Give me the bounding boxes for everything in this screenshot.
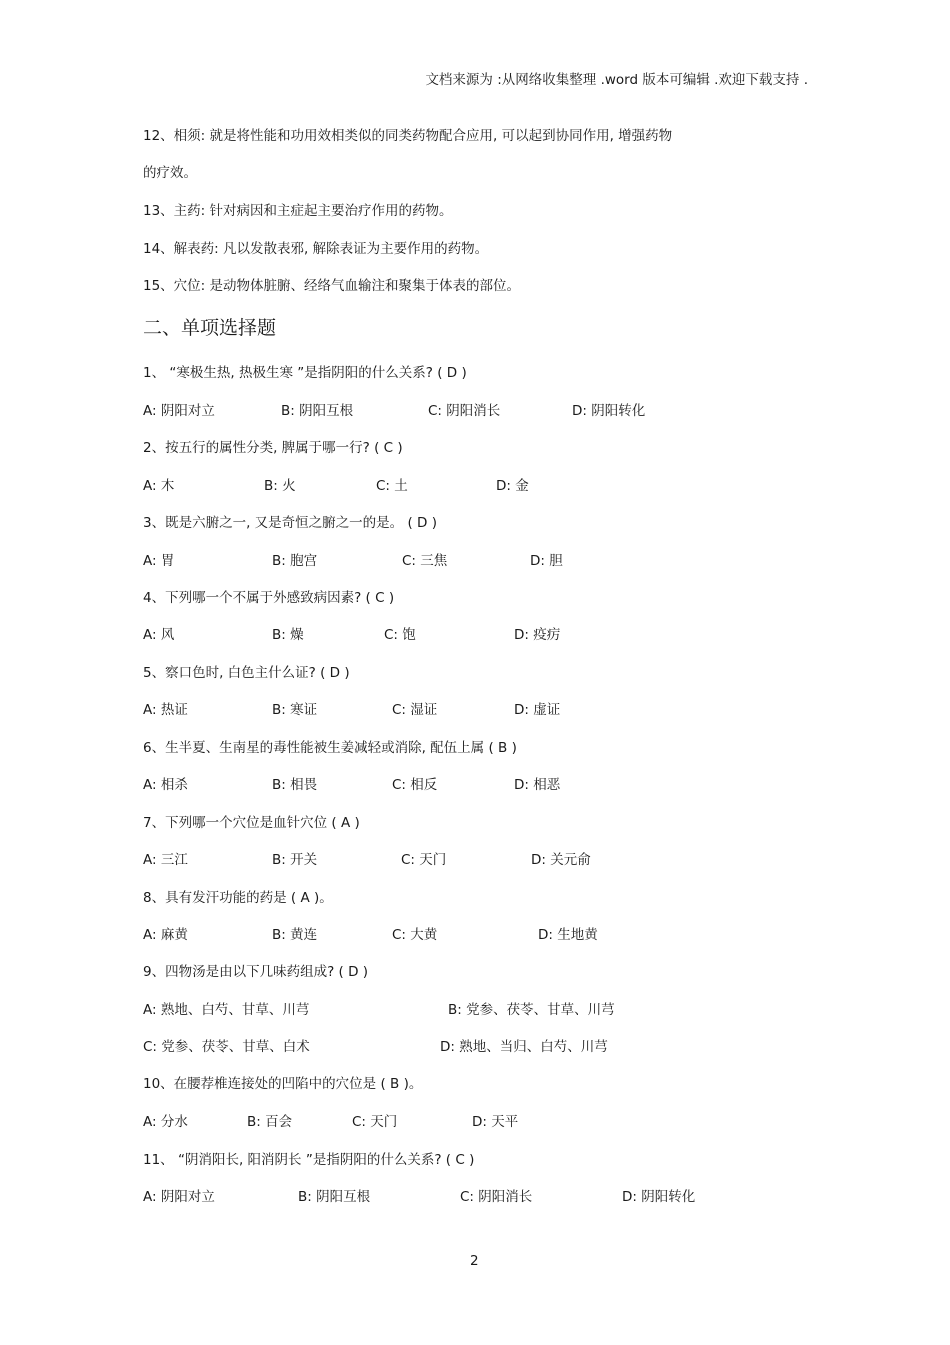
option-3a: A: 胃 — [143, 553, 175, 569]
question-11: 11、 “阴消阳长, 阳消阴长 ”是指阴阳的什么关系? ( C ) — [143, 1152, 475, 1168]
option-1d: D: 阴阳转化 — [572, 403, 646, 419]
question-2: 2、按五行的属性分类, 脾属于哪一行? ( C ) — [143, 440, 403, 456]
page-header: 文档来源为 :从网络收集整理 .word 版本可编辑 .欢迎下载支持 . — [425, 72, 808, 88]
question-5: 5、察口色时, 白色主什么证? ( D ) — [143, 665, 350, 681]
section-title: 二、单项选择题 — [143, 317, 277, 339]
option-2c: C: 土 — [376, 478, 408, 494]
option-9a: A: 熟地、白芍、甘草、川芎 — [143, 1002, 310, 1018]
option-5c: C: 湿证 — [392, 702, 438, 718]
option-8c: C: 大黄 — [392, 927, 438, 943]
option-5a: A: 热证 — [143, 702, 188, 718]
option-3c: C: 三焦 — [402, 553, 448, 569]
option-10c: C: 天门 — [352, 1114, 398, 1130]
definition-15: 15、穴位: 是动物体脏腑、经络气血输注和聚集于体表的部位。 — [143, 278, 521, 294]
page-number: 2 — [470, 1253, 479, 1269]
option-4c: C: 饱 — [384, 627, 416, 643]
option-3b: B: 胞宫 — [272, 553, 318, 569]
question-9: 9、四物汤是由以下几味药组成? ( D ) — [143, 964, 369, 980]
option-7d: D: 关元俞 — [531, 852, 591, 868]
question-6: 6、生半夏、生南星的毒性能被生姜减轻或消除, 配伍上属 ( B ) — [143, 740, 517, 756]
option-2a: A: 木 — [143, 478, 175, 494]
option-11c: C: 阴阳消长 — [460, 1189, 533, 1205]
option-4d: D: 疫疠 — [514, 627, 561, 643]
option-9b: B: 党参、茯苓、甘草、川芎 — [448, 1002, 615, 1018]
option-5d: D: 虚证 — [514, 702, 561, 718]
option-8d: D: 生地黄 — [538, 927, 598, 943]
option-2b: B: 火 — [264, 478, 296, 494]
question-7: 7、下列哪一个穴位是血针穴位 ( A ) — [143, 815, 360, 831]
option-6d: D: 相恶 — [514, 777, 561, 793]
definition-14: 14、解表药: 凡以发散表邪, 解除表证为主要作用的药物。 — [143, 241, 489, 257]
option-4b: B: 燥 — [272, 627, 304, 643]
definition-12-line1: 12、相须: 就是将性能和功用效相类似的同类药物配合应用, 可以起到协同作用, 增强药物 — [143, 128, 673, 144]
option-1a: A: 阴阳对立 — [143, 403, 215, 419]
option-10b: B: 百会 — [247, 1114, 293, 1130]
option-11b: B: 阴阳互根 — [298, 1189, 371, 1205]
question-8: 8、具有发汗功能的药是 ( A )。 — [143, 890, 333, 906]
question-4: 4、下列哪一个不属于外感致病因素? ( C ) — [143, 590, 395, 606]
definition-12-line2: 的疗效。 — [143, 165, 197, 181]
option-7c: C: 天门 — [401, 852, 447, 868]
option-2d: D: 金 — [496, 478, 529, 494]
question-1: 1、 “寒极生热, 热极生寒 ”是指阴阳的什么关系? ( D ) — [143, 365, 467, 381]
option-6c: C: 相反 — [392, 777, 438, 793]
option-11d: D: 阴阳转化 — [622, 1189, 696, 1205]
option-7b: B: 开关 — [272, 852, 318, 868]
option-11a: A: 阴阳对立 — [143, 1189, 215, 1205]
option-9d: D: 熟地、当归、白芍、川芎 — [440, 1039, 608, 1055]
option-6b: B: 相畏 — [272, 777, 318, 793]
question-3: 3、既是六腑之一, 又是奇恒之腑之一的是。 ( D ) — [143, 515, 437, 531]
question-10: 10、在腰荐椎连接处的凹陷中的穴位是 ( B )。 — [143, 1076, 423, 1092]
option-8a: A: 麻黄 — [143, 927, 188, 943]
option-9c: C: 党参、茯苓、甘草、白术 — [143, 1039, 310, 1055]
definition-13: 13、主药: 针对病因和主症起主要治疗作用的药物。 — [143, 203, 453, 219]
option-4a: A: 风 — [143, 627, 175, 643]
option-5b: B: 寒证 — [272, 702, 318, 718]
option-8b: B: 黄连 — [272, 927, 318, 943]
option-7a: A: 三江 — [143, 852, 188, 868]
option-6a: A: 相杀 — [143, 777, 188, 793]
option-3d: D: 胆 — [530, 553, 563, 569]
option-10a: A: 分水 — [143, 1114, 188, 1130]
option-1c: C: 阴阳消长 — [428, 403, 501, 419]
option-1b: B: 阴阳互根 — [281, 403, 354, 419]
option-10d: D: 天平 — [472, 1114, 519, 1130]
